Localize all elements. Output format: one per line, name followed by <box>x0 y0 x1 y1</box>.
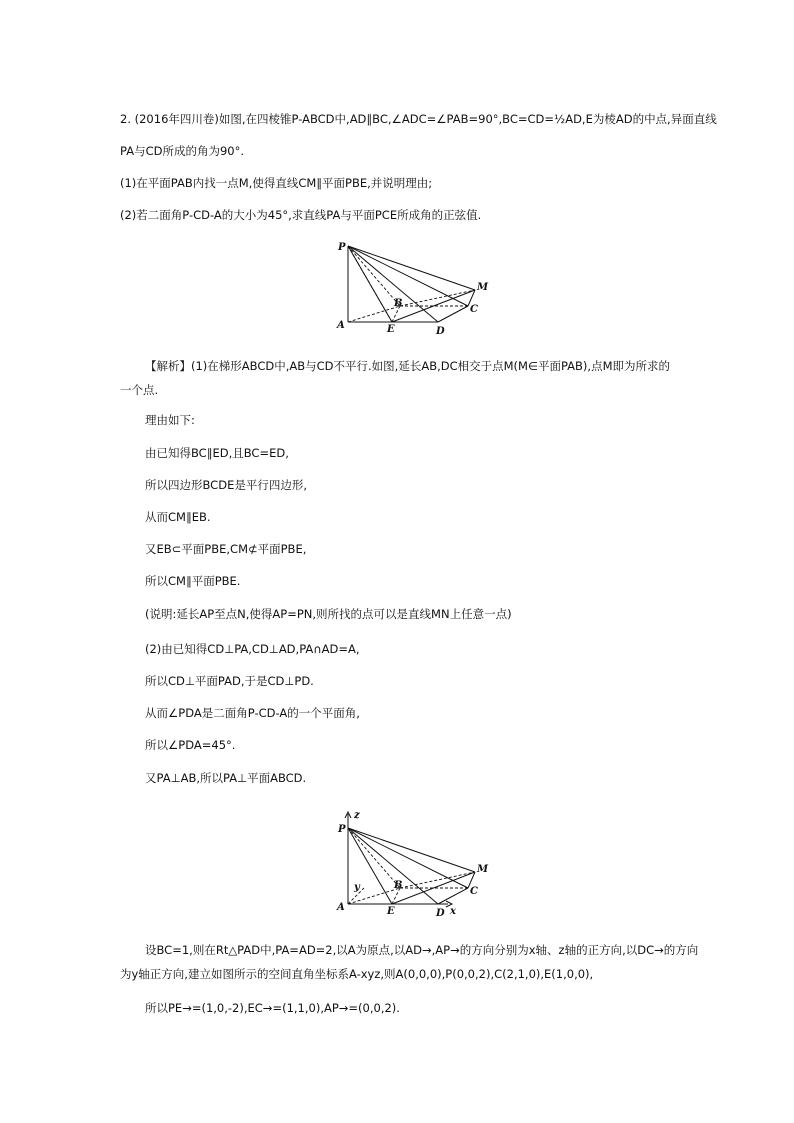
question-2: (2)若二面角P-CD-A的大小为45°,求直线PA与平面PCE所成角的正弦值. <box>120 208 482 222</box>
label-M: M <box>477 282 489 293</box>
solution-line-1: 【解析】(1)在梯形ABCD中,AB与CD不平行.如图,延长AB,DC相交于点M(M∈平面PAB),点M即为所求的 <box>145 359 670 373</box>
solution-line-12: 从而∠PDA是二面角P-CD-A的一个平面角, <box>145 706 360 720</box>
tail-line-1: 设BC=1,则在Rt△PAD中,PA=AD=2,以A为原点,以AD→,AP→的方向分别为x轴、z轴的正方向,以DC→的方向 <box>145 943 699 957</box>
axis-x-label: x <box>450 906 456 917</box>
solution-line-9: (说明:延长AP至点N,使得AP=PN,则所找的点可以是直线MN上任意一点) <box>145 607 512 621</box>
label-D2: D <box>436 908 445 919</box>
label-M2: M <box>477 864 489 875</box>
solution-line-8: 所以CM∥平面PBE. <box>145 574 241 588</box>
label-B2: B <box>394 880 403 891</box>
coordinate-figure <box>330 808 500 924</box>
axis-y-label: y <box>354 882 360 893</box>
label-C2: C <box>470 886 478 897</box>
label-P2: P <box>338 824 346 835</box>
solution-line-6: 从而CM∥EB. <box>145 510 211 524</box>
label-E: E <box>387 324 395 335</box>
axis-z-label: z <box>354 810 360 821</box>
solution-line-3: 理由如下: <box>145 413 195 427</box>
question-1: (1)在平面PAB内找一点M,使得直线CM∥平面PBE,并说明理由; <box>120 176 433 190</box>
label-E2: E <box>387 906 395 917</box>
solution-line-2: 一个点. <box>120 383 159 397</box>
label-D: D <box>436 326 445 337</box>
problem-line-2: PA与CD所成的角为90°. <box>120 144 244 158</box>
solution-line-11: 所以CD⊥平面PAD,于是CD⊥PD. <box>145 674 314 688</box>
solution-line-7: 又EB⊂平面PBE,CM⊄平面PBE, <box>145 542 307 556</box>
tail-line-2: 为y轴正方向,建立如图所示的空间直角坐标系A-xyz,则A(0,0,0),P(0,0,2),C(2,1,0),E(1,0,0), <box>120 967 594 981</box>
solution-line-13: 所以∠PDA=45°. <box>145 738 236 752</box>
tail-line-3: 所以PE→=(1,0,-2),EC→=(1,1,0),AP→=(0,0,2). <box>145 1001 400 1015</box>
solution-line-14: 又PA⊥AB,所以PA⊥平面ABCD. <box>145 771 307 785</box>
pyramid-figure <box>330 238 500 342</box>
solution-line-10: (2)由已知得CD⊥PA,CD⊥AD,PA∩AD=A, <box>145 642 360 656</box>
label-B: B <box>394 298 403 309</box>
label-C: C <box>470 304 478 315</box>
problem-line-1: 2. (2016年四川卷)如图,在四棱锥P-ABCD中,AD∥BC,∠ADC=∠PAB=90°,BC=CD=½AD,E为棱AD的中点,异面直线 <box>120 112 717 126</box>
label-A2: A <box>337 902 345 913</box>
solution-line-5: 所以四边形BCDE是平行四边形, <box>145 478 307 492</box>
label-A: A <box>337 320 345 331</box>
label-P: P <box>338 242 346 253</box>
solution-line-4: 由已知得BC∥ED,且BC=ED, <box>145 446 289 460</box>
